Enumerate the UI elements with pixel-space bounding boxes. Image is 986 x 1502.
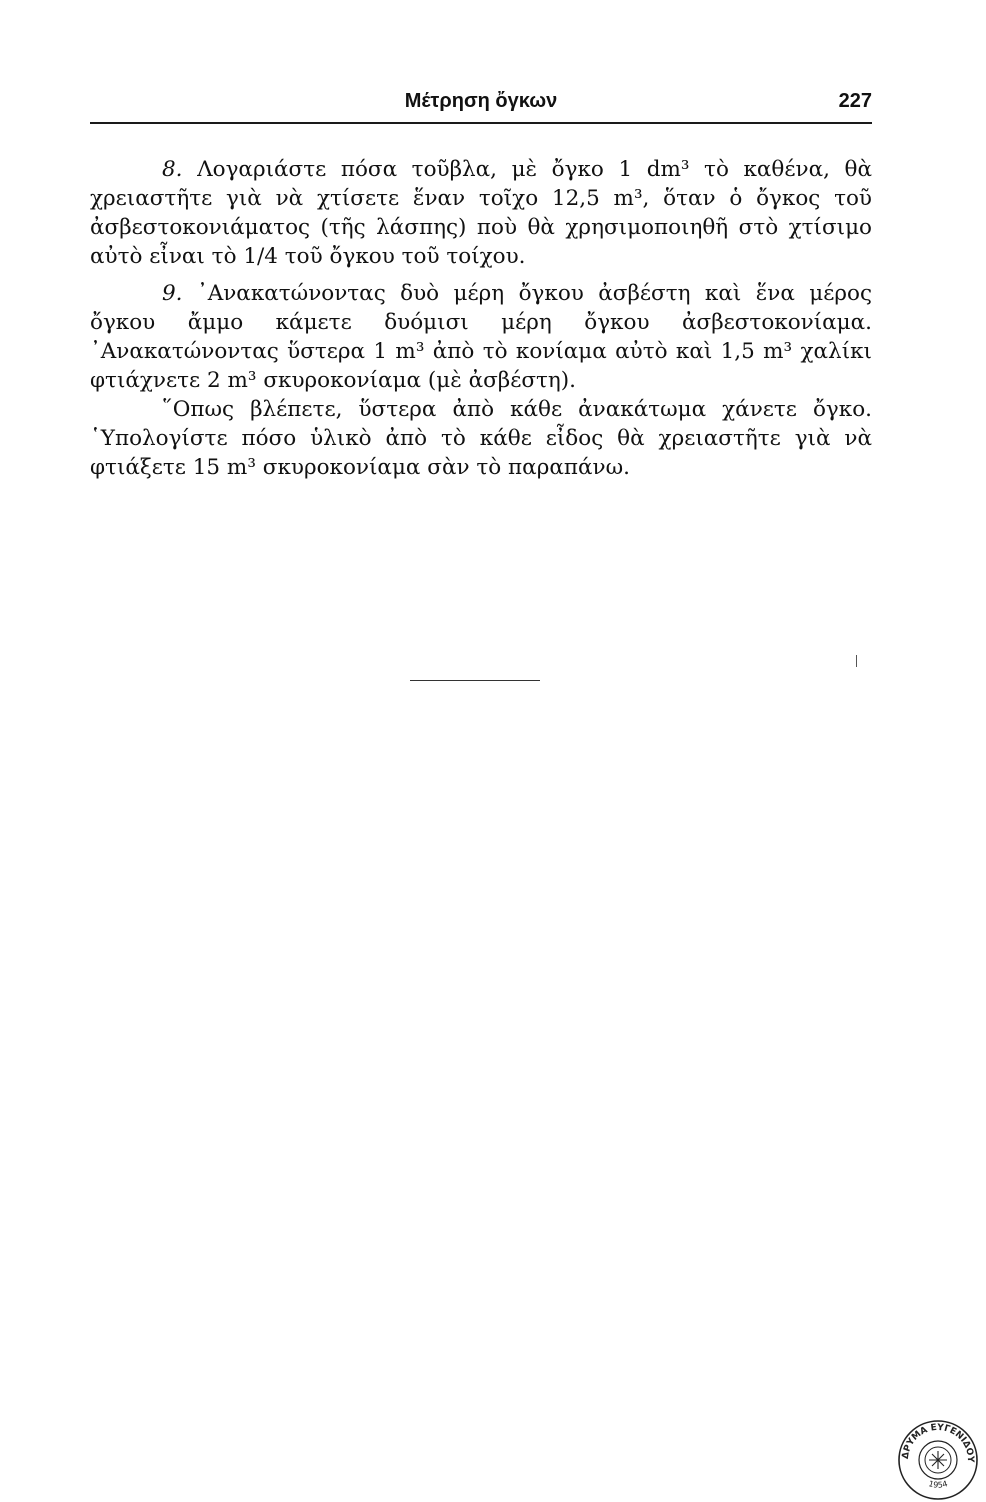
page-number: 227 <box>838 90 872 112</box>
exercise-number: 9. <box>162 281 183 306</box>
margin-mark <box>856 655 857 667</box>
exercise-9-continuation: ῞Οπως βλέπετε, ὕστερα ἀπὸ κάθε ἀνακάτωμα χάνετε ὄγκο. ῾Υπολογίστε πόσο ὑλικὸ ἀπὸ τὸ κάθε εἶδος θὰ χρειαστῆτε γιὰ νὰ φτιάξετε 15 m³ σκυροκονίαμα σὰν τὸ παραπάνω. <box>90 397 872 480</box>
exercise-text: ᾿Ανακατώνοντας δυὸ μέρη ὄγκου ἀσβέστη καὶ ἕνα μέρος ὄγκου ἄμμο κάμετε δυόμισι μέρη ὄγκου ἀσβεστοκονίαμα. ᾿Ανακατώνοντας ὕστερα 1 m³ ἀπὸ τὸ κονίαμα αὐτὸ καὶ 1,5 m³ χαλίκι φτιάχνετε 2 m³ σκυροκονίαμα (μὲ ἀσβέστη). <box>90 281 872 393</box>
exercise-text: Λογαριάστε πόσα τοῦβλα, μὲ ὄγκο 1 dm³ τὸ καθένα, θὰ χρειαστῆτε γιὰ νὰ χτίσετε ἕναν τοῖχο 12,5 m³, ὅταν ὁ ὄγκος τοῦ ἀσβεστοκονιάματος (τῆς λάσπης) ποὺ θὰ χρησιμοποιηθῆ στὸ χτίσιμο αὐτὸ εἶναι τὸ 1/4 τοῦ ὄγκου τοῦ τοίχου. <box>90 157 872 269</box>
exercise-8 <box>90 155 872 271</box>
svg-text:ΙΔΡΥΜΑ ΕΥΓΕΝΙΔΟΥ: ΔΡΥΜΑ ΕΥΓΕΝΙΔΟΥ <box>900 1422 976 1463</box>
running-header <box>90 88 872 124</box>
exercise-9 <box>90 279 872 395</box>
svg-text:1954: 1954 <box>927 1479 949 1490</box>
page-body <box>90 155 872 482</box>
foundation-seal <box>896 1418 980 1502</box>
end-rule <box>410 680 540 681</box>
exercise-number: 8. <box>162 157 183 182</box>
running-title: Μέτρηση ὄγκων <box>404 90 558 112</box>
